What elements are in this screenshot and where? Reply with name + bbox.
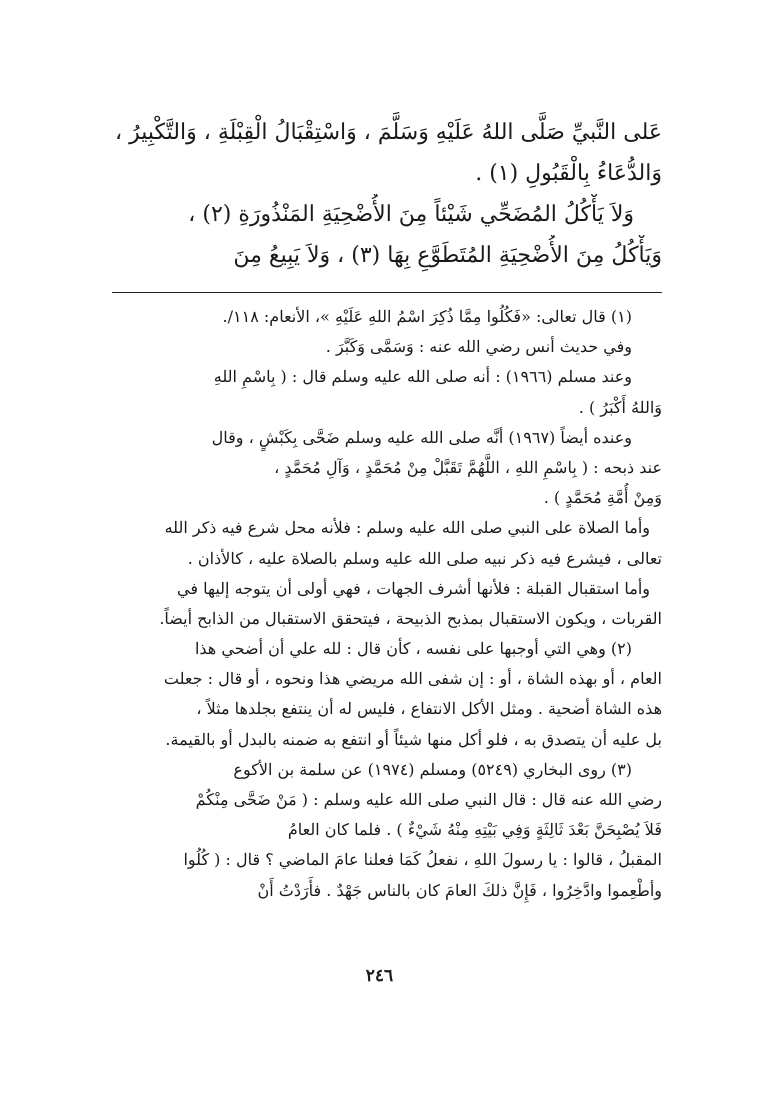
footnote-line: وفي حديث أنس رضي الله عنه : وَسَمَّى وَكَبَّرَ .	[325, 337, 632, 357]
footnote-line: وعند مسلم (١٩٦٦) : أنه صلى الله عليه وسلم قال : ( بِاسْمِ اللهِ	[213, 367, 632, 387]
footnote-line: (٢) وهي التي أوجبها على نفسه ، كأن قال : لله علي أن أضحي هذا	[194, 639, 632, 659]
footnote-line: وعنده أيضاً (١٩٦٧) أنَّه صلى الله عليه وسلم ضَحَّى بِكَبْشٍ ، وقال	[211, 427, 632, 447]
footnotes	[100, 302, 662, 906]
footnote-line: وَمِنْ أُمَّةِ مُحَمَّدٍ ) .	[543, 488, 662, 508]
main-text-line: وَلاَ يَأْكُلُ المُضَحِّي شَيْئاً مِنَ الأُضْحِيَةِ المَنْذُورَةِ (٢) ،	[188, 202, 634, 227]
footnote-line: المقبلُ ، قالوا : يا رسولَ اللهِ ، نفعلُ كَمَا فعلنا عامَ الماضي ؟ قال : ( كُلُوا	[183, 850, 662, 870]
footnote-line: (١) قال تعالى: «فَكُلُوا مِمَّا ذُكِرَ اسْمُ اللهِ عَلَيْهِ »، الأنعام: ١١٨/.	[222, 307, 632, 326]
footnote-line: وَاللهُ أَكْبَرُ ) .	[578, 397, 662, 417]
footnote-line: القربات ، ويكون الاستقبال بمذبح الذبيحة ، فيتحقق الاستقبال من الذابح أيضاً.	[159, 608, 662, 628]
page-number: ٢٤٦	[365, 966, 394, 986]
main-text	[100, 112, 662, 276]
footnote-line: (٣) روى البخاري (٥٢٤٩) ومسلم (١٩٧٤) عن سلمة بن الأكوع	[233, 759, 632, 779]
main-text-line: وَالدُّعَاءُ بِالْقَبُولِ (١) .	[475, 161, 662, 186]
main-text-line: عَلى النَّبيِّ صَلَّى اللهُ عَلَيْهِ وَسَلَّمَ ، وَاسْتِقْبَالُ الْقِبْلَةِ ، وَالتَّكْبِيرُ ،	[115, 120, 662, 145]
footnote-line: فَلاَ يُصْبِحَنَّ بَعْدَ ثَالِثَةٍ وَفِي بَيْتِهِ مِنْهُ شَيْءٌ ) . فلما كان العامُ	[287, 820, 662, 840]
footnote-line: وأطْعِموا وادَّخِرُوا ، فَإِنَّ ذلكَ العامَ كان بالناس جَهْدٌ . فأَرَدْتُ أَنْ	[257, 880, 662, 900]
footnote-line: رضي الله عنه قال : قال النبي صلى الله عليه وسلم : ( مَنْ ضَحَّى مِنْكُمْ	[195, 790, 662, 809]
footnote-line: بل عليه أن يتصدق به ، فلو أكل منها شيئاً أو انتفع به ضمنه بالبدل أو بالقيمة.	[165, 729, 662, 749]
footnote-line: هذه الشاة أضحية . ومثل الأكل الانتفاع ، فليس له أن ينتفع بجلدها مثلاً ،	[196, 699, 662, 719]
footnote-line: وأما استقبال القبلة : فلأنها أشرف الجهات ، فهي أولى أن يتوجه إليها في	[177, 578, 650, 598]
footnote-line: العام ، أو بهذه الشاة ، أو : إن شفى الله مريضي هذا ونحوه ، أو قال : جعلت	[163, 669, 662, 689]
footnote-line: تعالى ، فيشرع فيه ذكر نبيه صلى الله عليه وسلم بالصلاة عليه ، كالأذان .	[187, 548, 662, 568]
main-text-line: وَيَأْكُلُ مِنَ الأُضْحِيَةِ المُتَطَوَّعِ بِهَا (٣) ، وَلاَ يَبِيعُ مِنَ	[233, 243, 662, 268]
footnote-line: وأما الصلاة على النبي صلى الله عليه وسلم : فلأنه محل شرع فيه ذكر الله	[164, 518, 650, 538]
footnote-line: عند ذبحه : ( بِاسْمِ اللهِ ، اللَّهُمَّ تَقَبَّلْ مِنْ مُحَمَّدٍ ، وَآلِ مُحَمَّدٍ ،	[274, 457, 662, 477]
footnote-divider	[112, 292, 662, 293]
